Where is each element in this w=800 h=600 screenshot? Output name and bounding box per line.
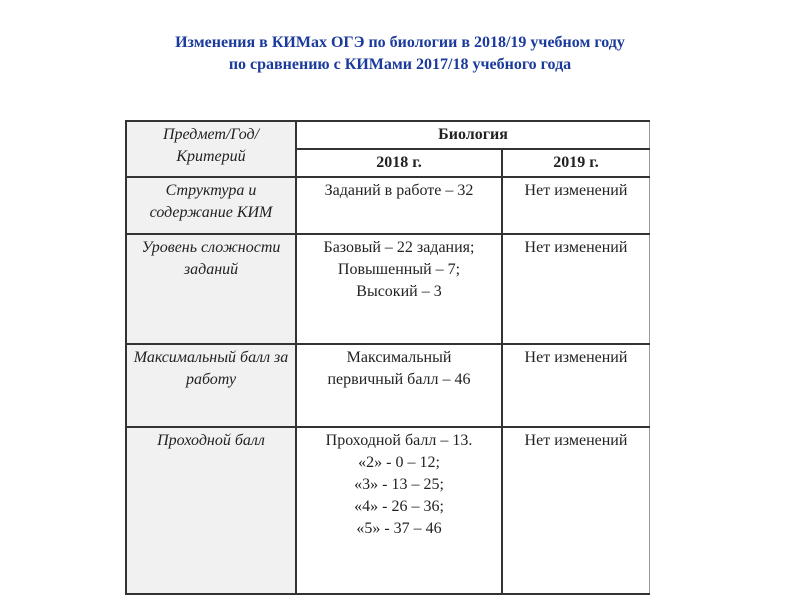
table-row	[126, 234, 650, 344]
value-line: «5» - 37 – 46	[356, 520, 442, 537]
table-row	[126, 344, 650, 427]
value-line: Заданий в работе – 32	[324, 182, 474, 199]
row-2019-value: Нет изменений	[502, 177, 650, 234]
page-title-line-2: по сравнению с КИМами 2017/18 учебного года	[228, 56, 572, 73]
value-line: Максимальный	[346, 349, 452, 366]
value-line: «2» - 0 – 12;	[358, 454, 440, 471]
row-criterion: Максимальный балл за работу	[126, 344, 296, 427]
row-criterion: Уровень сложности заданий	[126, 234, 296, 344]
value-line: Высокий – 3	[356, 283, 442, 300]
header-subject: Биология	[296, 121, 650, 149]
row-criterion: Структура и содержание КИМ	[126, 177, 296, 234]
header-criterion: Предмет/Год/ Критерий	[126, 121, 296, 177]
value-line: Повышенный – 7;	[337, 261, 461, 278]
table-row	[126, 427, 650, 594]
row-criterion: Проходной балл	[126, 427, 296, 594]
value-line: первичный балл – 46	[327, 371, 471, 388]
value-line: Базовый – 22 задания;	[323, 239, 475, 256]
row-2019-value: Нет изменений	[502, 234, 650, 344]
header-year-2018: 2018 г.	[296, 149, 502, 177]
row-2019-value: Нет изменений	[502, 344, 650, 427]
row-2019-value: Нет изменений	[502, 427, 650, 594]
page-title-line-1: Изменения в КИМах ОГЭ по биологии в 2018/19 учебном году	[175, 34, 625, 51]
value-line: «4» - 26 – 36;	[354, 498, 444, 515]
changes-table	[125, 120, 650, 595]
header-year-2019: 2019 г.	[502, 149, 650, 177]
value-line: Проходной балл – 13.	[325, 432, 473, 449]
row-2018-value	[296, 177, 502, 234]
table-row	[126, 177, 650, 234]
value-line: «3» - 13 – 25;	[354, 476, 444, 493]
row-2018-value	[296, 234, 502, 344]
row-2018-value	[296, 427, 502, 594]
row-2018-value	[296, 344, 502, 427]
